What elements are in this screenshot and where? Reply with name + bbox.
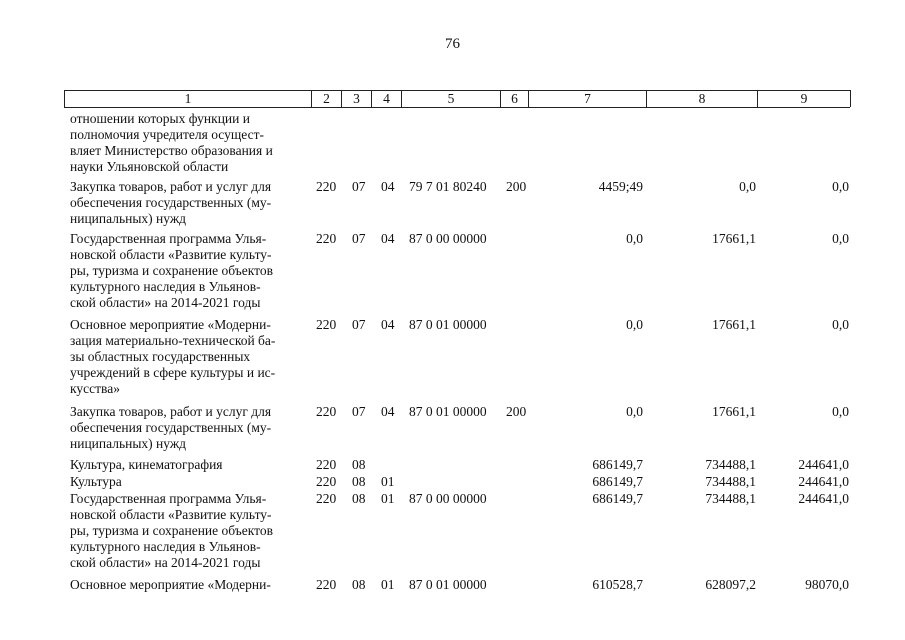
row-name-line: культурного наследия в Ульянов- (70, 279, 261, 294)
cell-amount-7: 686149,7 (592, 457, 643, 472)
row-name-line: вляет Министерство образования и (70, 143, 273, 158)
cell-amount-7: 0,0 (626, 317, 643, 332)
row-name-line: ской области» на 2014-2021 годы (70, 555, 261, 570)
cell-gr: 220 (316, 491, 337, 506)
cell-pr: 01 (381, 577, 395, 592)
cell-csr: 87 0 01 00000 (409, 404, 487, 419)
row-name-line: обеспечения государственных (му- (70, 195, 272, 210)
row-name-line: Закупка товаров, работ и услуг для (70, 179, 272, 194)
row-name-line: ниципальных) нужд (70, 211, 187, 226)
cell-amount-9: 0,0 (832, 317, 849, 332)
header-cell-6: 6 (511, 91, 518, 106)
header-cell-3: 3 (353, 91, 360, 106)
row-name (70, 179, 306, 227)
cell-amount-7: 0,0 (626, 404, 643, 419)
cell-amount-9: 0,0 (832, 179, 849, 194)
cell-amount-9: 0,0 (832, 231, 849, 246)
cell-pr: 04 (381, 231, 395, 246)
row-name-line: ской области» на 2014-2021 годы (70, 295, 261, 310)
cell-gr: 220 (316, 577, 337, 592)
row-name-line: ры, туризма и сохранение объектов (70, 523, 273, 538)
row-name (70, 474, 306, 490)
cell-amount-8: 734488,1 (705, 491, 756, 506)
cell-amount-9: 244641,0 (798, 491, 849, 506)
cell-amount-7: 686149,7 (592, 474, 643, 489)
row-name-line: культурного наследия в Ульянов- (70, 539, 261, 554)
cell-gr: 220 (316, 474, 337, 489)
header-divider (850, 90, 851, 107)
row-name-line: зы областных государственных (70, 349, 251, 364)
row-name-line: кусства» (70, 381, 120, 396)
cell-rz: 08 (352, 491, 366, 506)
row-name-line: учреждений в сфере культуры и ис- (70, 365, 276, 380)
cell-amount-8: 734488,1 (705, 474, 756, 489)
cell-amount-8: 17661,1 (712, 404, 756, 419)
row-name-line: зация материально-технической ба- (70, 333, 276, 348)
header-cell-5: 5 (447, 91, 455, 106)
row-name-line: Государственная программа Улья- (70, 231, 267, 246)
page-number: 76 (445, 36, 460, 52)
cell-gr: 220 (316, 457, 337, 472)
row-name-line: полномочия учредителя осущест- (70, 127, 264, 142)
cell-amount-7: 4459;49 (598, 179, 643, 194)
row-name-line: Основное мероприятие «Модерни- (70, 577, 271, 592)
cell-pr: 01 (381, 474, 395, 489)
cell-rz: 08 (352, 474, 366, 489)
row-name (70, 457, 306, 473)
row-name (70, 111, 306, 175)
cell-vr: 200 (506, 179, 527, 194)
header-cell-1: 1 (184, 91, 192, 106)
row-name-line: Государственная программа Улья- (70, 491, 267, 506)
cell-gr: 220 (316, 317, 337, 332)
row-name (70, 577, 306, 593)
row-name-line: новской области «Развитие культу- (70, 247, 272, 262)
cell-amount-7: 610528,7 (592, 577, 643, 592)
cell-pr: 04 (381, 317, 395, 332)
cell-amount-7: 0,0 (626, 231, 643, 246)
header-cell-4: 4 (383, 91, 390, 106)
row-name-line: науки Ульяновской области (70, 159, 229, 174)
row-name-line: Культура, кинематография (70, 457, 223, 472)
cell-rz: 08 (352, 577, 366, 592)
cell-vr: 200 (506, 404, 527, 419)
cell-rz: 07 (352, 231, 366, 246)
cell-amount-8: 17661,1 (712, 317, 756, 332)
cell-gr: 220 (316, 231, 337, 246)
header-cell-8: 8 (698, 91, 706, 106)
row-name (70, 404, 306, 452)
cell-csr: 87 0 00 00000 (409, 491, 487, 506)
cell-amount-9: 244641,0 (798, 474, 849, 489)
row-name (70, 231, 306, 311)
cell-amount-8: 17661,1 (712, 231, 756, 246)
row-name (70, 317, 306, 397)
row-name-line: Закупка товаров, работ и услуг для (70, 404, 272, 419)
row-name-line: Культура (70, 474, 122, 489)
row-name-line: ниципальных) нужд (70, 436, 187, 451)
row-name-line: Основное мероприятие «Модерни- (70, 317, 271, 332)
cell-csr: 87 0 01 00000 (409, 317, 487, 332)
cell-amount-8: 628097,2 (705, 577, 756, 592)
cell-pr: 04 (381, 404, 395, 419)
header-cell-2: 2 (323, 91, 330, 106)
cell-gr: 220 (316, 179, 337, 194)
cell-rz: 07 (352, 179, 366, 194)
header-cell-9: 9 (800, 91, 808, 106)
cell-rz: 07 (352, 317, 366, 332)
row-name-line: обеспечения государственных (му- (70, 420, 272, 435)
cell-amount-9: 0,0 (832, 404, 849, 419)
cell-csr: 87 0 00 00000 (409, 231, 487, 246)
cell-amount-7: 686149,7 (592, 491, 643, 506)
row-name (70, 491, 306, 571)
cell-csr: 87 0 01 00000 (409, 577, 487, 592)
cell-rz: 08 (352, 457, 366, 472)
cell-amount-9: 244641,0 (798, 457, 849, 472)
row-name-line: отношении которых функции и (70, 111, 250, 126)
header-cell-7: 7 (584, 91, 591, 106)
cell-pr: 01 (381, 491, 395, 506)
cell-csr: 79 7 01 80240 (409, 179, 487, 194)
cell-rz: 07 (352, 404, 366, 419)
header-bottom-border (64, 107, 850, 108)
cell-amount-8: 734488,1 (705, 457, 756, 472)
cell-amount-8: 0,0 (739, 179, 756, 194)
cell-amount-9: 98070,0 (805, 577, 849, 592)
row-name-line: новской области «Развитие культу- (70, 507, 272, 522)
cell-pr: 04 (381, 179, 395, 194)
cell-gr: 220 (316, 404, 337, 419)
row-name-line: ры, туризма и сохранение объектов (70, 263, 273, 278)
